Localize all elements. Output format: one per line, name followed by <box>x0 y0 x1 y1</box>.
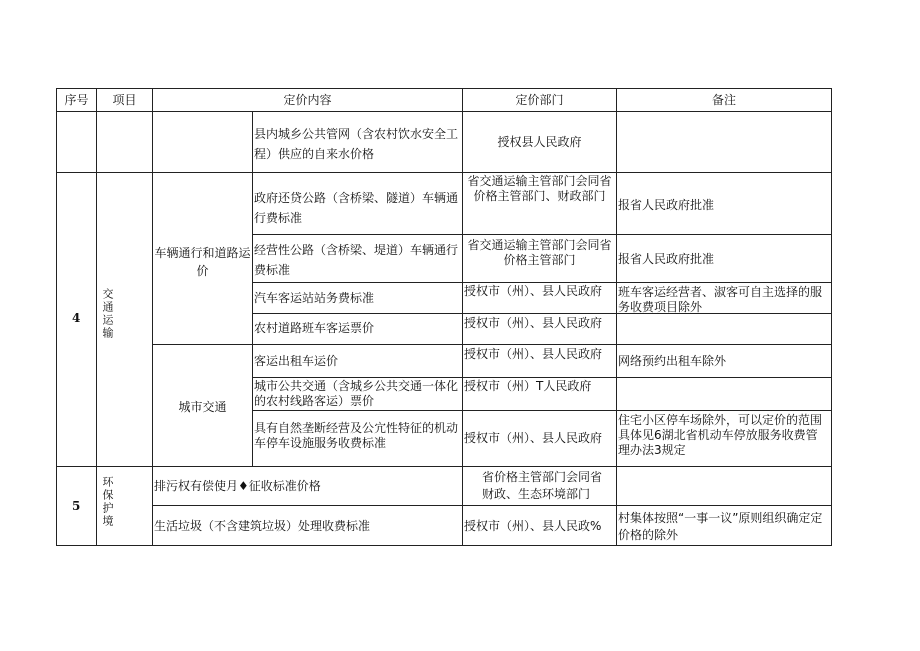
header-divider <box>56 111 831 112</box>
row-divider <box>56 172 831 173</box>
dept-cell: 授权市（州）T人民政府 <box>464 379 592 393</box>
content-cell: 经营性公路（含桥梁、堤道）车辆通行费标准 <box>254 243 459 277</box>
content-cell: 农村道路班车客运票价 <box>254 321 375 335</box>
group-label: 车辆通行和道路运价 <box>154 246 251 278</box>
dept-cell: 授权市（州）、县人民政府 <box>464 431 603 445</box>
section-item-label: 环保护境 <box>101 476 114 528</box>
table-border-top <box>56 88 831 89</box>
note-cell: 村集体按照“一事一议”原则组织确定定价格的除外 <box>618 511 823 542</box>
header-seq: 序号 <box>64 93 89 107</box>
row-divider <box>152 505 831 506</box>
dept-cell: 授权市（州）、县人民政府 <box>464 347 603 361</box>
content-cell: 排污权有偿使月♦征收标准价格 <box>154 479 321 493</box>
dept-cell: 授权市（州）、县人民政府 <box>464 284 603 298</box>
col-divider <box>252 111 253 466</box>
content-cell: 汽车客运站站务费标准 <box>254 291 375 305</box>
content-cell: 生活垃圾（不含建筑垃圾）处理收费标准 <box>154 519 371 533</box>
content-cell: 客运出租车运价 <box>254 354 339 368</box>
col-divider <box>616 88 617 546</box>
header-dept: 定价部门 <box>515 93 564 107</box>
header-item: 项目 <box>112 93 137 107</box>
dept-cell: 省价格主管部门会同省财政、生态环境部门 <box>482 470 603 501</box>
row-divider <box>252 234 831 235</box>
content-cell: 县内城乡公共管网（含农村饮水安全工程）供应的自来水价格 <box>254 127 459 161</box>
dept-cell: 授权市（州）、县人民政府 <box>464 316 603 330</box>
row-divider <box>252 313 831 314</box>
table-border-right <box>831 88 832 546</box>
col-divider <box>152 88 153 546</box>
row-divider <box>252 410 831 411</box>
content-cell: 政府还贷公路（含桥梁、隧道）车辆通行费标准 <box>254 191 459 225</box>
section-number: 4 <box>72 311 81 325</box>
header-content: 定价内容 <box>283 93 332 107</box>
note-cell: 住宅小区停车场除外，可以定价的范围具体见6湖北省机动车停放服务收费管理办法3规定 <box>618 413 823 457</box>
section-divider <box>56 466 831 467</box>
dept-cell: 省交通运输主管部门会同省价格主管部门 <box>467 238 612 267</box>
dept-cell: 授权市（州）、县人民政% <box>464 519 602 533</box>
table-border-left <box>56 88 57 546</box>
col-divider <box>462 88 463 546</box>
dept-cell: 授权县人民政府 <box>497 135 582 149</box>
group-label: 城市交通 <box>178 400 227 414</box>
col-divider <box>96 88 97 546</box>
note-cell: 班车客运经营者、淑客可自主选择的服务收费项目除外 <box>618 285 823 313</box>
header-note: 备注 <box>711 93 736 107</box>
section-item-label: 交通运输 <box>101 288 114 340</box>
note-cell: 报省人民政府批准 <box>618 252 715 266</box>
content-cell: 具有自然垄断经营及公宂性特征的机动车停车设施服务收费标准 <box>254 421 459 450</box>
table-border-bottom <box>56 545 831 546</box>
group-divider <box>152 344 831 345</box>
note-cell: 网络预约出租车除外 <box>618 354 727 368</box>
content-cell: 城市公共交通（含城乡公共交通一体化的农村线路客运）票价 <box>254 379 459 408</box>
note-cell: 报省人民政府批准 <box>618 198 715 212</box>
dept-cell: 省交通运输主管部门会同省价格主管部门、财政部门 <box>467 174 612 203</box>
section-number: 5 <box>72 499 81 513</box>
